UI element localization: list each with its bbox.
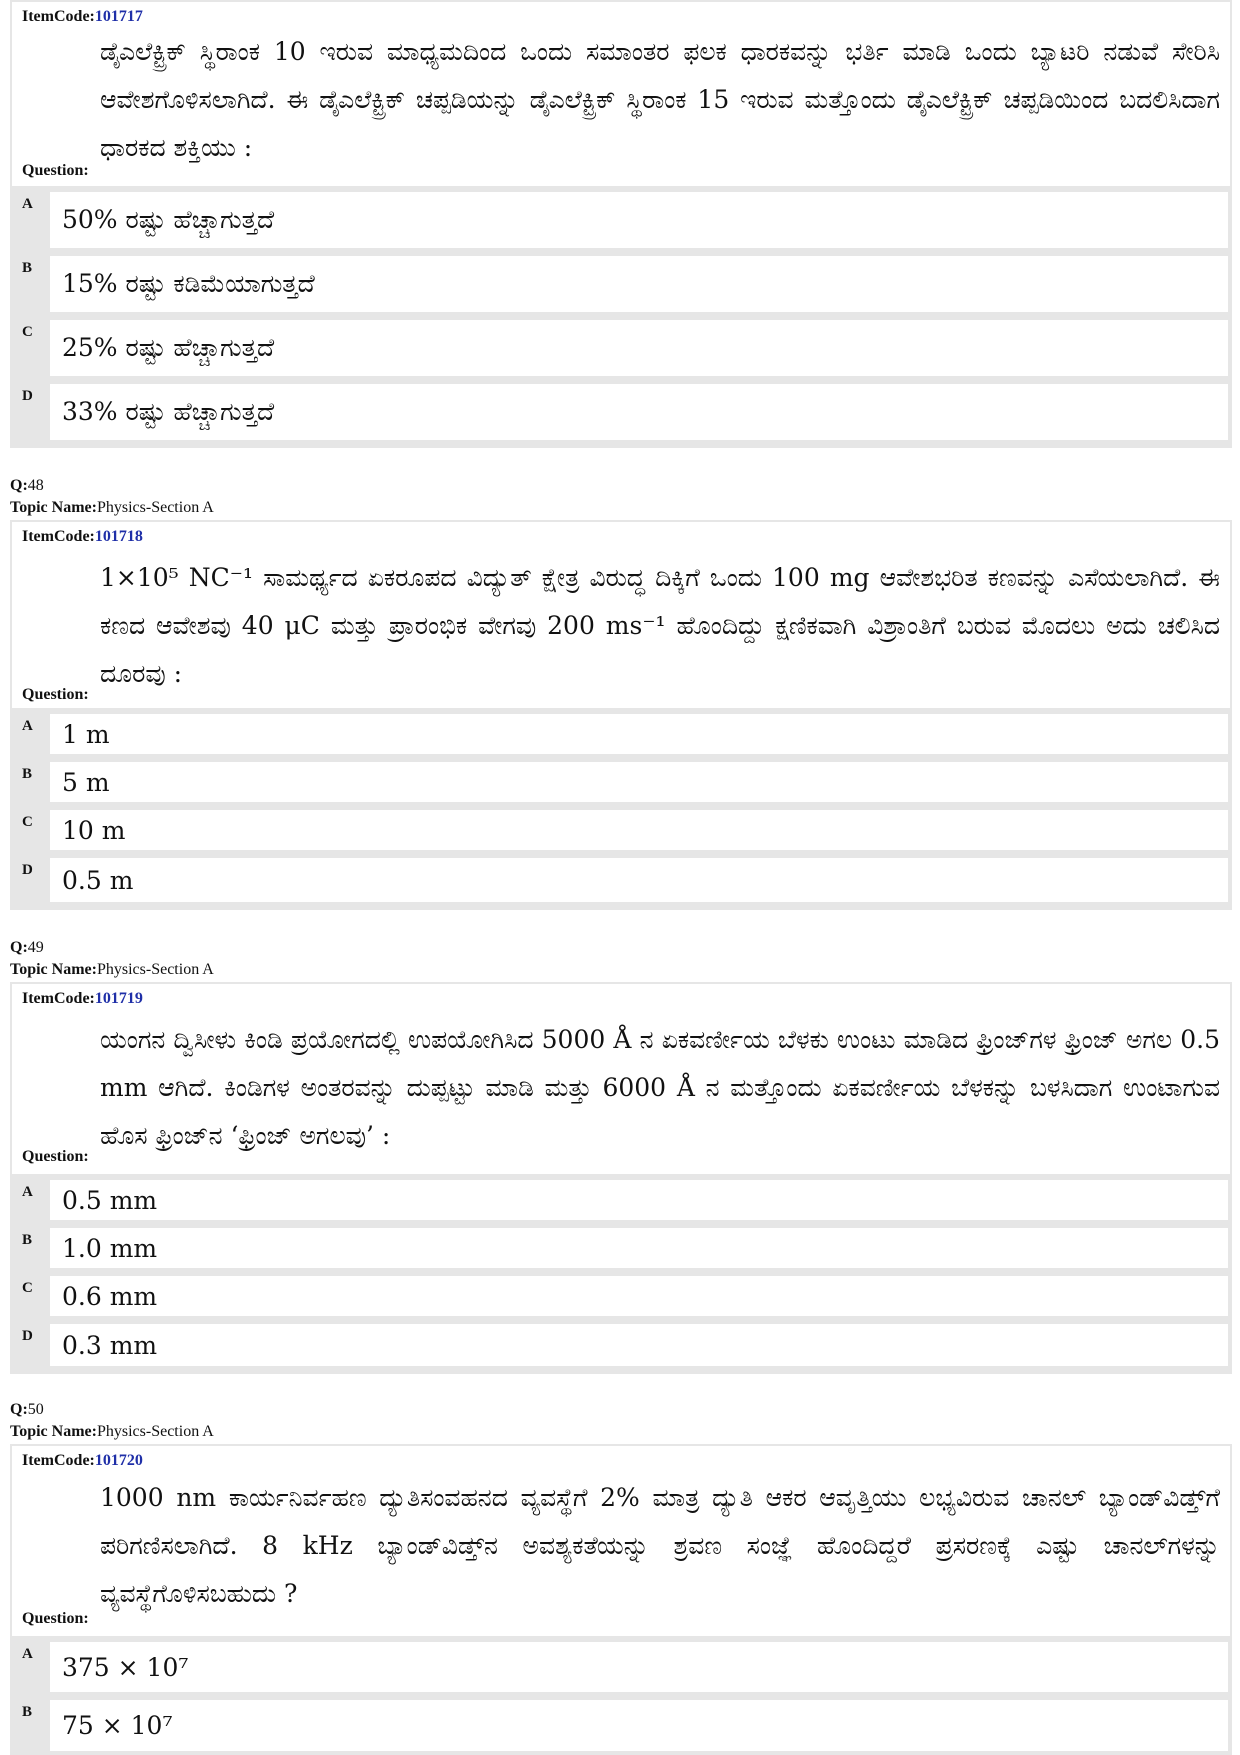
question-box — [10, 982, 1232, 1176]
option-letter: C — [22, 814, 33, 830]
option-letter: A — [22, 196, 33, 212]
option-b[interactable] — [10, 1696, 1232, 1755]
option-text: 0.5 mm — [50, 1180, 1228, 1220]
item-code-label: ItemCode: — [22, 990, 95, 1007]
question-label: Question: — [22, 1610, 89, 1627]
item-code — [22, 8, 143, 26]
option-letter: B — [22, 766, 33, 782]
question-box — [10, 0, 1232, 188]
option-text: 50% ರಷ್ಟು ಹೆಚ್ಚಾಗುತ್ತದೆ — [50, 192, 1228, 248]
option-a[interactable] — [10, 188, 1232, 252]
option-a[interactable] — [10, 1176, 1232, 1224]
option-text: 375 × 10⁷ — [50, 1642, 1228, 1692]
option-text: 75 × 10⁷ — [50, 1700, 1228, 1751]
question-box — [10, 1444, 1232, 1638]
option-text: 1.0 mm — [50, 1228, 1228, 1268]
question-card-101720 — [10, 1444, 1232, 1755]
topic-name: Topic Name:Physics-Section A — [10, 1423, 214, 1440]
question-card-101717 — [10, 0, 1232, 448]
option-text: 0.3 mm — [50, 1324, 1228, 1366]
option-text: 25% ರಷ್ಟು ಹೆಚ್ಚಾಗುತ್ತದೆ — [50, 320, 1228, 376]
topic-name: Topic Name:Physics-Section A — [10, 499, 214, 516]
item-code-value: 101719 — [94, 990, 143, 1007]
item-code-value: 101720 — [94, 1452, 143, 1469]
option-b[interactable] — [10, 758, 1232, 806]
question-label: Question: — [22, 162, 89, 179]
item-code-value: 101717 — [94, 8, 143, 25]
option-letter: D — [22, 862, 33, 878]
option-d[interactable] — [10, 854, 1232, 906]
question-card-101718 — [10, 520, 1232, 910]
option-text: 0.6 mm — [50, 1276, 1228, 1316]
option-letter: B — [22, 260, 33, 276]
question-text: ಯಂಗನ ದ್ವಿಸೀಳು ಕಿಂಡಿ ಪ್ರಯೋಗದಲ್ಲಿ ಉಪಯೋಗಿಸಿದ 5000 Å ನ ಏಕವರ್ಣೀಯ ಬೆಳಕು ಉಂಟು ಮಾಡಿದ ಫ್ರಿಂಜ್‌ಗಳ ಫ್ರಿಂಜ್ ಅಗಲ 0.5 mm ಆಗಿದೆ. ಕಿಂಡಿಗಳ ಅಂತರವನ್ನು ದುಪ್ಪಟ್ಟು ಮಾಡಿ ಮತ್ತು 6000 Å ನ ಮತ್ತೊಂದು ಏಕವರ್ಣೀಯ ಬೆಳಕನ್ನು ಬಳಸಿದಾಗ ಉಂಟಾಗುವ ಹೊಸ ಫ್ರಿಂಜ್‌ನ ‘ಫ್ರಿಂಜ್ ಅಗಲವು’ : — [100, 1025, 1220, 1150]
option-letter: D — [22, 1328, 33, 1344]
question-box — [10, 520, 1232, 710]
question-number: Q:49 — [10, 939, 44, 956]
question-label: Question: — [22, 686, 89, 703]
option-letter: B — [22, 1232, 33, 1248]
option-text: 0.5 m — [50, 858, 1228, 902]
question-number: Q:48 — [10, 477, 44, 494]
option-letter: B — [22, 1704, 33, 1720]
option-text: 33% ರಷ್ಟು ಹೆಚ್ಚಾಗುತ್ತದೆ — [50, 384, 1228, 440]
question-text: ಡೈಎಲೆಕ್ಟ್ರಿಕ್ ಸ್ಥಿರಾಂಕ 10 ಇರುವ ಮಾಧ್ಯಮದಿಂದ ಒಂದು ಸಮಾಂತರ ಫಲಕ ಧಾರಕವನ್ನು ಭರ್ತಿ ಮಾಡಿ ಒಂದು ಬ್ಯಾಟರಿ ನಡುವೆ ಸೇರಿಸಿ ಆವೇಶಗೊಳಿಸಲಾಗಿದೆ. ಈ ಡೈಎಲೆಕ್ಟ್ರಿಕ್ ಚಪ್ಪಡಿಯನ್ನು ಡೈಎಲೆಕ್ಟ್ರಿಕ್ ಸ್ಥಿರಾಂಕ 15 ಇರುವ ಮತ್ತೊಂದು ಡೈಎಲೆಕ್ಟ್ರಿಕ್ ಚಪ್ಪಡಿಯಿಂದ ಬದಲಿಸಿದಾಗ ಧಾರಕದ ಶಕ್ತಿಯು : — [100, 37, 1220, 162]
question-text: 1000 nm ಕಾರ್ಯನಿರ್ವಹಣ ದ್ಯುತಿಸಂವಹನದ ವ್ಯವಸ್ಥೆಗೆ 2% ಮಾತ್ರ ದ್ಯುತಿ ಆಕರ ಆವೃತ್ತಿಯು ಲಭ್ಯವಿರುವ ಚಾನಲ್ ಬ್ಯಾಂಡ್‌ವಿಡ್ತ್‌ಗೆ ಪರಿಗಣಿಸಲಾಗಿದೆ. 8 kHz ಬ್ಯಾಂಡ್‌ವಿಡ್ತ್‌ನ ಅವಶ್ಯಕತೆಯನ್ನು ಶ್ರವಣ ಸಂಜ್ಞೆ ಹೊಂದಿದ್ದರೆ ಪ್ರಸರಣಕ್ಕೆ ಎಷ್ಟು ಚಾನಲ್‌ಗಳನ್ನು ವ್ಯವಸ್ಥೆಗೊಳಿಸಬಹುದು ? — [100, 1483, 1220, 1608]
option-b[interactable] — [10, 1224, 1232, 1272]
option-letter: D — [22, 388, 33, 404]
item-code — [22, 528, 143, 546]
option-d[interactable] — [10, 1320, 1232, 1370]
item-code — [22, 990, 143, 1008]
item-code-label: ItemCode: — [22, 528, 95, 545]
question-label: Question: — [22, 1148, 89, 1165]
item-code-label: ItemCode: — [22, 1452, 95, 1469]
option-a[interactable] — [10, 1638, 1232, 1696]
option-c[interactable] — [10, 806, 1232, 854]
topic-name: Topic Name:Physics-Section A — [10, 961, 214, 978]
option-letter: A — [22, 1646, 33, 1662]
option-letter: A — [22, 718, 33, 734]
option-text: 10 m — [50, 810, 1228, 850]
option-text: 5 m — [50, 762, 1228, 802]
item-code-label: ItemCode: — [22, 8, 95, 25]
option-text: 15% ರಷ್ಟು ಕಡಿಮೆಯಾಗುತ್ತದೆ — [50, 256, 1228, 312]
option-letter: A — [22, 1184, 33, 1200]
option-c[interactable] — [10, 1272, 1232, 1320]
item-code — [22, 1452, 143, 1470]
option-letter: C — [22, 1280, 33, 1296]
question-number: Q:50 — [10, 1401, 44, 1418]
item-code-value: 101718 — [94, 528, 143, 545]
question-card-101719 — [10, 982, 1232, 1374]
question-text: 1×10⁵ NC⁻¹ ಸಾಮರ್ಥ್ಯದ ಏಕರೂಪದ ವಿದ್ಯುತ್ ಕ್ಷೇತ್ರ ವಿರುದ್ಧ ದಿಕ್ಕಿಗೆ ಒಂದು 100 mg ಆವೇಶಭರಿತ ಕಣವನ್ನು ಎಸೆಯಲಾಗಿದೆ. ಈ ಕಣದ ಆವೇಶವು 40 μC ಮತ್ತು ಪ್ರಾರಂಭಿಕ ವೇಗವು 200 ms⁻¹ ಹೊಂದಿದ್ದು ಕ್ಷಣಿಕವಾಗಿ ವಿಶ್ರಾಂತಿಗೆ ಬರುವ ಮೊದಲು ಅದು ಚಲಿಸಿದ ದೂರವು : — [100, 563, 1220, 688]
option-c[interactable] — [10, 316, 1232, 380]
option-a[interactable] — [10, 710, 1232, 758]
option-letter: C — [22, 324, 33, 340]
option-text: 1 m — [50, 714, 1228, 754]
option-b[interactable] — [10, 252, 1232, 316]
option-d[interactable] — [10, 380, 1232, 444]
